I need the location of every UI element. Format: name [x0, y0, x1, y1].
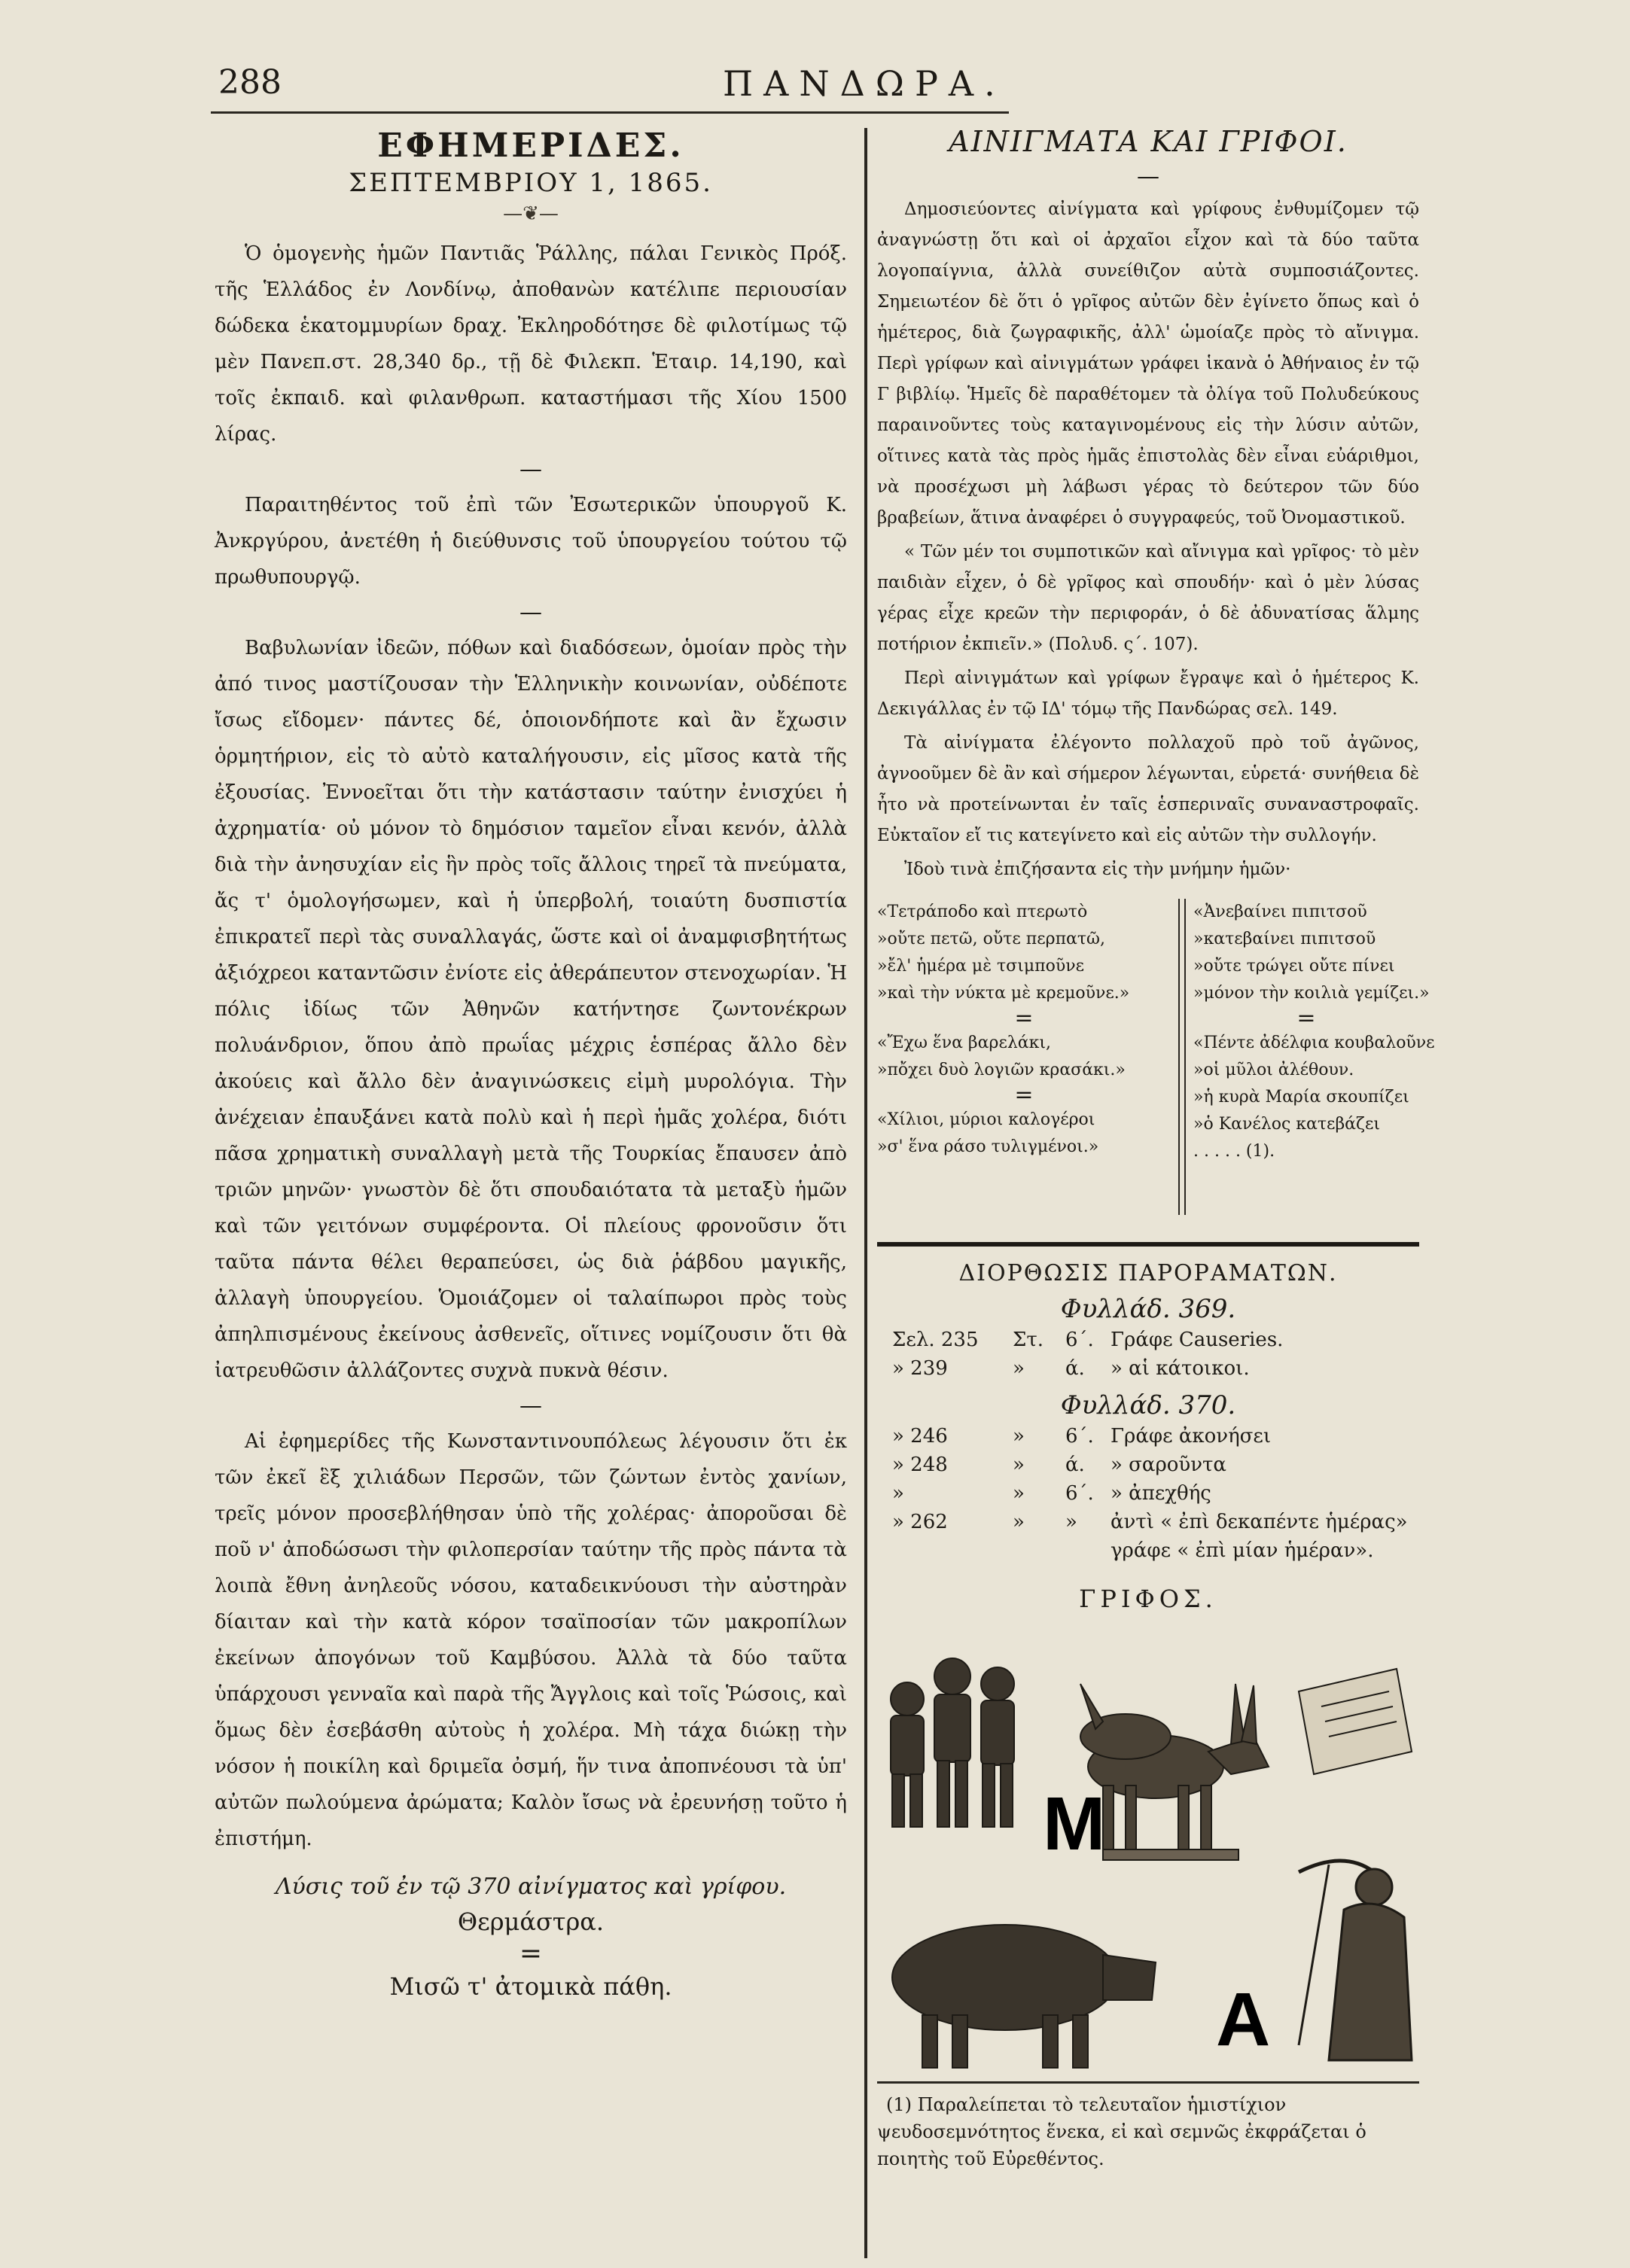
errata-row [877, 1539, 1419, 1568]
riddles-right [1193, 899, 1435, 1165]
errata-text: Γράφε Causeries. [1111, 1329, 1284, 1351]
equals-sign: = [1296, 1005, 1316, 1031]
riddle-line: »ἡ κυρὰ Μαρία σκουπίζει [1193, 1088, 1409, 1107]
riddle-line: »οὔτε τρώγει οὔτε πίνει [1193, 957, 1395, 976]
donkeys-illustration [1080, 1684, 1269, 1860]
riddle-line: «Ἔχω ἕνα βαρελάκι, [877, 1034, 1052, 1052]
date-line: ΣΕΠΤΕΜΒΡΙΟΥ 1, 1865. [349, 168, 713, 198]
errata-row [877, 1329, 1419, 1357]
errata-line: ά. [1065, 1454, 1085, 1476]
solution-header: Λύσις τοῦ ἐν τῷ 370 αἰνίγματος καὶ γρίφου. [275, 1874, 787, 1900]
errata-col: » [1013, 1511, 1025, 1533]
errata-row [877, 1425, 1419, 1454]
separator: — [519, 456, 542, 483]
errata-text: » αἱ κάτοικοι. [1111, 1357, 1250, 1380]
riddle-line: »οὔτε πετῶ, οὔτε περπατῶ, [877, 930, 1105, 948]
errata-line: 6΄. [1065, 1425, 1094, 1448]
errata-col: » [1013, 1482, 1025, 1505]
riddle-line: »οἱ μῦλοι ἀλέθουν. [1193, 1061, 1354, 1079]
errata-title: ΔΙΟΡΘΩΣΙΣ ΠΑΡΟΡΑΜΑΤΩΝ. [958, 1260, 1338, 1286]
right-column [877, 120, 1435, 2172]
errata-col: » [1013, 1425, 1025, 1448]
errata-row [877, 1482, 1419, 1511]
riddles-paragraph: Ἰδοὺ τινὰ ἐπιζήσαντα εἰς τὴν μνήμην ἡμῶν· [904, 860, 1291, 879]
errata-sheet: Φυλλάδ. 370. [1060, 1390, 1236, 1420]
errata-text: » σαροῦντα [1111, 1454, 1226, 1476]
errata-row [877, 1357, 1419, 1386]
riddle-line: »πὄχει δυὸ λογιῶν κρασάκι.» [877, 1061, 1126, 1079]
errata-page: » 239 [892, 1357, 948, 1380]
errata-col: » [1013, 1454, 1025, 1476]
errata-page: » 262 [892, 1511, 948, 1533]
errata-col: Στ. [1013, 1329, 1044, 1351]
rebus-title: ΓΡΙΦΟΣ. [1079, 1585, 1217, 1613]
riddle-line: «Τετράποδο καὶ πτερωτὸ [877, 903, 1088, 921]
errata-row [877, 1511, 1419, 1539]
errata-page: » [892, 1482, 904, 1505]
boys-illustration [891, 1658, 1014, 1827]
equals-sign: = [1014, 1005, 1034, 1031]
errata-line: » [1065, 1511, 1077, 1533]
errata-line: ά. [1065, 1357, 1085, 1380]
news-paragraph: Παραιτηθέντος τοῦ ἐπὶ τῶν Ἐσωτερικῶν ὑπουργοῦ Κ. Ἀνκργύρου, ἀνετέθη ἡ διεύθυνσις τοῦ ὑπουργείου τούτου τῷ πρωθυπουργῷ. [215, 494, 847, 589]
riddles-divider [1178, 899, 1186, 1215]
envelope-illustration [1299, 1669, 1412, 1774]
equals-sign: = [519, 1938, 543, 1969]
solution-answer-2: Μισῶ τ' ἀτομικὰ πάθη. [389, 1972, 672, 2001]
pig-illustration [892, 1925, 1156, 2068]
news-paragraph: Ὁ ὁμογενὴς ἡμῶν Παντιᾶς Ῥάλλης, πάλαι Γενικὸς Πρόξ. τῆς Ἑλλάδος ἐν Λονδίνῳ, ἀποθανὼν κατέλιπε περιουσίαν δώδεκα ἑκατομμυρίων δραχ. Ἐκληροδότησε δὲ φιλοτίμως τῷ μὲν Πανεπ.στ. 28,340 δρ., τῇ δὲ Φιλεκπ. Ἑταιρ. 14,190, καὶ τοῖς ἐκπαιδ. καὶ φιλανθρωπ. καταστήμασι τῆς Χίου 1500 λίρας. [215, 242, 847, 446]
riddles-table [877, 899, 1435, 1230]
riddle-line: »καὶ τὴν νύκτα μὲ κρεμοῦνε.» [877, 984, 1130, 1003]
errata-text: » ἀπεχθής [1111, 1482, 1211, 1505]
errata-page: » 246 [892, 1425, 948, 1448]
rebus-letter-m: Μ [1043, 1782, 1106, 1866]
equals-sign: = [1014, 1082, 1034, 1108]
riddle-line: «Χίλιοι, μύριοι καλογέροι [877, 1110, 1095, 1129]
news-paragraph: Βαβυλωνίαν ἰδεῶν, πόθων καὶ διαδόσεων, ὁμοίαν πρὸς τὴν ἀπό τινος μαστίζουσαν τὴν Ἑλληνικὴν κοινωνίαν, οὐδέποτε ἴσως εἴδομεν· πάντες δέ, ὁποιονδήποτε καὶ ἂν ἔχωσιν ὁρμητήριον, εἰς τὸ αὐτὸ καταλήγουσιν, εἰς μῖσος κατὰ τῆς ἐξουσίας. Ἐννοεῖται ὅτι τὴν κατάστασιν ταύτην ἐνισχύει ἡ ἀχρηματία· οὐ μόνον τὸ δημόσιον ταμεῖον εἶναι κενόν, ἀλλὰ διὰ τὴν ἀνησυχίαν εἰς ἣν πρὸς τοῖς ἄλλοις τηρεῖ τὰ πνεύματα, ἄς τ' ὁμολογήσωμεν, καὶ ἡ ὑπερβολή, τοιαύτη δυσπιστία ἐπικρατεῖ περὶ τὰς συναλλαγάς, ὥστε καὶ οἱ ἀναμφισβητήτως ἀξιόχρεοι καταντῶσιν ἐνίοτε εἰς ἀθεράπευτον στενοχωρίαν. Ἡ πόλις ἰδίως τῶν Ἀθηνῶν κατήντησε ζωντονέκρων πολυάνδριον, ὅπου ἀπὸ πρωΐας μέχρις ἑσπέρας ἄλλο δὲν ἀκούεις καὶ ἄλλο δὲν ἀναγινώσκεις εἰμὴ μυρολόγια. Τὴν ἀνέχειαν ἐπαυξάνει κατὰ πολὺ καὶ ἡ περὶ ἡμᾶς χολέρα, διότι πᾶσα χρηματικὴ συναλλαγὴ μετὰ τῆς Τουρκίας ἔπαυσεν ἀπὸ τριῶν μηνῶν· γνωστὸν δὲ ὅτι σπουδαιότατα τὰ μεταξὺ ἡμῶν καὶ τῶν γειτόνων συμφέροντα. Οἱ πλείους φρονοῦσιν ὅτι ταῦτα πάντα θέλει θεραπεύσει, ὡς διὰ ῥάβδου μαγικῆς, ἀλλαγὴ ὑπουργείου. Ὁμοιάζομεν οἱ ταλαίπωροι πρὸς τοὺς ἀπηλπισμένους ἐκείνους ἀσθενεῖς, οἵτινες νομίζουσιν ὅτι θὰ ἰατρευθῶσιν ἀλλάζοντες συχνὰ πυκνὰ θέσιν. [215, 637, 847, 1382]
errata-page: Σελ. 235 [892, 1329, 979, 1351]
errata-col: » [1013, 1357, 1025, 1380]
riddle-line: «Ἀνεβαίνει πιπιτσοῦ [1193, 903, 1367, 921]
riddles-left [877, 899, 1171, 1161]
errata-text: ἀντὶ « ἐπὶ δεκαπέντε ἡμέρας» [1111, 1511, 1408, 1533]
footnote-rule [877, 2081, 1419, 2084]
riddle-line: »ἔλ' ἡμέρα μὲ τσιμποῦνε [877, 957, 1084, 976]
section-title: ΕΦΗΜΕΡΙΔΕΣ. [377, 126, 684, 165]
time-figure-illustration [1299, 1861, 1412, 2060]
section-rule [877, 1242, 1419, 1247]
errata-row [877, 1454, 1419, 1482]
header-rule [211, 111, 1009, 114]
footnote: (1) Παραλείπεται τὸ τελευταῖον ἡμιστίχιον ψευδοσεμνότητος ἕνεκα, εἰ καὶ σεμνῶς ἐκφράζεται ὁ ποιητὴς τοῦ Εὐρεθέντος. [877, 2094, 1366, 2169]
errata-sheet: Φυλλάδ. 369. [1060, 1294, 1236, 1324]
riddle-line: »μόνον τὴν κοιλιὰ γεμίζει.» [1193, 984, 1430, 1003]
ornament: —❦— [503, 202, 559, 225]
rebus-letter-a: Α [1216, 1977, 1271, 2062]
riddles-paragraph: Δημοσιεύοντες αἰνίγματα καὶ γρίφους ἐνθυμίζομεν τῷ ἀναγνώστῃ ὅτι καὶ οἱ ἀρχαῖοι εἶχον καὶ τὰ δύο ταῦτα λογοπαίγνια, ἀλλὰ συνείθιζον αὐτὰ συμποσιάζοντες. Σημειωτέον δὲ ὅτι ὁ γρῖφος αὐτῶν δὲν ἐγίνετο ὅπως καὶ ὁ ἡμέτερος, διὰ ζωγραφικῆς, ἀλλ' ὡμοίαζε πρὸς τὸ αἴνιγμα. Περὶ γρίφων καὶ αἰνιγμάτων γράφει ἱκανὰ ὁ Ἀθήναιος ἐν τῷ Γ βιβλίῳ. Ἡμεῖς δὲ παραθέτομεν τὰ ὀλίγα τοῦ Πολυδεύκους παραινοῦντες τοὺς καταγινομένους εἰς τὴν λύσιν αὐτῶν, οἵτινες κατὰ τὰς πρὸς ἡμᾶς ἐπιστολὰς δὲν εἶναι εὐάριθμοι, νὰ προσέχωσι μὴ λάβωσι γέρας τὸ δεύτερον τῶν δύο βραβείων, ἅτινα ἀναφέρει ὁ συγγραφεύς, τοῦ Ὀνομαστικοῦ. [877, 199, 1419, 528]
riddle-line: »σ' ἕνα ράσο τυλιγμένοι.» [877, 1137, 1099, 1156]
left-column [215, 120, 847, 2008]
errata-line: 6΄. [1065, 1482, 1094, 1505]
riddles-paragraph: Περὶ αἰνιγμάτων καὶ γρίφων ἔγραψε καὶ ὁ ἡμέτερος Κ. Δεκιγάλλας ἐν τῷ ΙΔ' τόμῳ τῆς Πανδώρας σελ. 149. [877, 668, 1419, 719]
riddle-line: «Πέντε ἀδέλφια κουβαλοῦνε [1193, 1034, 1435, 1052]
column-divider [864, 128, 867, 2258]
errata-line: 6΄. [1065, 1329, 1094, 1351]
rebus-picture [877, 1624, 1419, 2075]
errata-text: γράφε « ἐπὶ μίαν ἡμέραν». [1111, 1539, 1374, 1562]
errata-text: Γράφε ἀκονήσει [1111, 1425, 1272, 1448]
news-paragraph: Αἱ ἐφημερίδες τῆς Κωνσταντινουπόλεως λέγουσιν ὅτι ἐκ τῶν ἐκεῖ ἓξ χιλιάδων Περσῶν, τῶν ζώντων ἐντὸς χανίων, τρεῖς μόνον προσεβλήθησαν ὑπὸ τῆς χολέρας· ἀποροῦσαι δὲ ποῦ ν' ἀποδώσωσι τὴν φιλοπερσίαν ταύτην τῆς πρὸς πάντα τὰ λοιπὰ ἔθνη ἀνηλεοῦς νόσου, καταδεικνύουσι τὴν αὐστηρὰν δίαιταν καὶ τὴν κατὰ κόρον τσαϊποσίαν τῶν μακροπίλων ἐκείνων ἀπογόνων τοῦ Καμβύσου. Ἀλλὰ τὰ δύο ταῦτα ὑπάρχουσι γενναῖα καὶ παρὰ τῆς Ἄγγλοις καὶ τοῖς Ῥώσοις, καὶ ὅμως δὲν ἐσεβάσθη αὐτοὺς ἡ χολέρα. Μὴ τάχα διώκῃ τὴν νόσον ἡ ποικίλη καὶ δριμεῖα ὀσμή, ἥν τινα ἀποπνέουσι τὰ ὑπ' αὐτῶν πωλούμενα ἀρώματα; Καλὸν ἴσως νὰ ἐρευνήσῃ τοῦτο ἡ ἐπιστήμη. [215, 1430, 847, 1850]
riddle-line: »ὁ Κανέλος κατεβάζει [1193, 1115, 1380, 1134]
solution-answer-1: Θερμάστρα. [457, 1907, 605, 1936]
riddles-paragraph: « Τῶν μέν τοι συμποτικῶν καὶ αἴνιγμα καὶ γρῖφος· τὸ μὲν παιδιὰν εἶχεν, ὁ δὲ γρῖφος καὶ σπουδήν· καὶ ὁ μὲν λύσας γέρας εἶχε κρεῶν τὴν περιφοράν, ὁ δὲ ἀδυνατίσας ἅλμης ποτήριον ἐκπιεῖν.» (Πολυδ. ς΄. 107). [877, 542, 1419, 654]
riddles-paragraph: Τὰ αἰνίγματα ἐλέγοντο πολλαχοῦ πρὸ τοῦ ἀγῶνος, ἀγνοοῦμεν δὲ ἂν καὶ σήμερον λέγωνται, εὑρετά· συνήθεια δὲ ἦτο νὰ προτείνωνται ἐν ταῖς ἑσπεριναῖς συναναστροφαῖς. Εὐκταῖον εἴ τις κατεγίνετο καὶ εἰς αὐτῶν τὴν συλλογήν. [877, 733, 1419, 845]
masthead: ΠΑΝΔΩΡΑ. [723, 63, 1006, 104]
separator: — [1137, 163, 1159, 190]
errata-page: » 248 [892, 1454, 948, 1476]
riddle-line: »κατεβαίνει πιπιτσοῦ [1193, 930, 1376, 948]
separator: — [519, 599, 542, 626]
separator: — [519, 1393, 542, 1419]
page-number: 288 [218, 63, 282, 102]
riddles-title: ΑΙΝΙΓΜΑΤΑ ΚΑΙ ΓΡΙΦΟΙ. [949, 125, 1348, 158]
rebus-illustration [877, 1624, 1419, 2075]
riddle-line: . . . . . (1). [1193, 1142, 1275, 1161]
